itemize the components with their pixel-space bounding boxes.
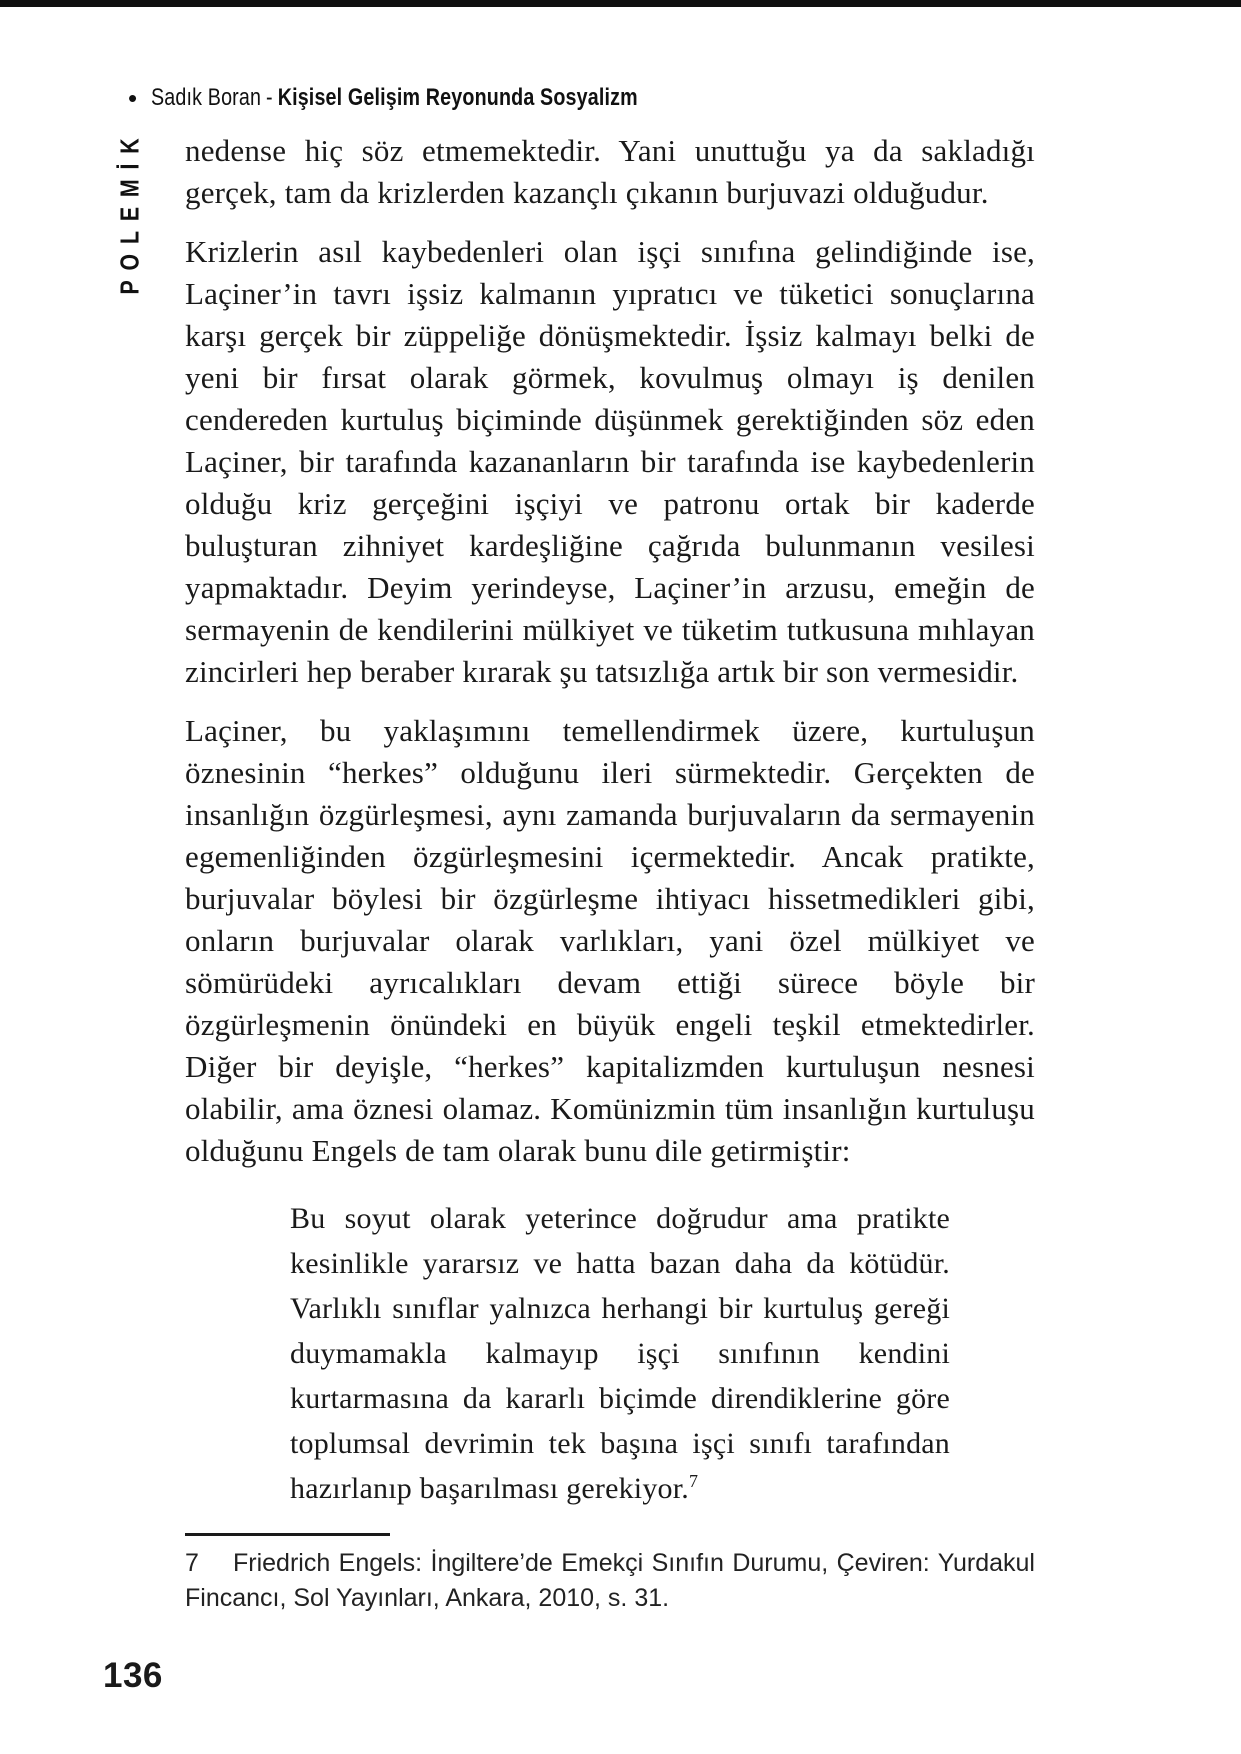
footnote-number: 7 bbox=[185, 1549, 199, 1577]
header-separator: - bbox=[266, 84, 273, 111]
page-number: 136 bbox=[103, 1656, 163, 1695]
text-column bbox=[185, 130, 1035, 1616]
block-quote bbox=[290, 1196, 950, 1511]
quote-text: Bu soyut olarak yeterince doğrudur ama pratikte kesinlikle yararsız ve hatta bazan daha da kötüdür. Varlıklı sınıflar yalnızca herhangi bir kurtuluş gereği duymamakla kalmayıp işçi sınıfının kendini kurtarmasına da kararlı biçimde direndiklerine göre toplumsal devrimin tek başına işçi sınıfı tarafından hazırlanıp başarılması gerekiyor. bbox=[290, 1202, 950, 1505]
paragraph: Krizlerin asıl kaybedenleri olan işçi sınıfına gelindiğinde ise, Laçiner’in tavrı işsiz kalmanın yıpratıcı ve tüketici sonuçlarına karşı gerçek bir züppeliğe dönüşmektedir. İşsiz kalmayı belki de yeni bir fırsat olarak görmek, kovulmuş olmayı iş denilen cendereden kurtuluş biçiminde düşünmek gerektiğinden söz eden Laçiner, bir tarafında kazananların bir tarafında ise kaybedenlerin olduğu kriz gerçeğini işçiyi ve patronu ortak bir kaderde buluşturan zihniyet kardeşliğine çağrıda bulunmanın vesilesi yapmaktadır. Deyim yerindeyse, Laçiner’in arzusu, emeğin de sermayenin de kendilerini mülkiyet ve tüketim tutkusuna mıhlayan zincirleri hep beraber kırarak şu tatsızlığa artık bir son vermesidir. bbox=[185, 234, 1035, 689]
header-book-title: Kişisel Gelişim Reyonunda Sosyalizm bbox=[277, 84, 638, 111]
paragraph-continuation: nedense hiç söz etmemektedir. Yani unuttuğu ya da sakladığı gerçek, tam da krizlerden kazançlı çıkanın burjuvazi olduğudur. bbox=[185, 133, 1035, 210]
section-label-vertical bbox=[110, 108, 150, 314]
running-header bbox=[128, 84, 745, 112]
scan-edge-artifact bbox=[0, 0, 1241, 7]
section-label-text: POLEMİK bbox=[114, 127, 145, 295]
footnote-reference: 7 bbox=[688, 1471, 699, 1491]
paragraph: Laçiner, bu yaklaşımını temellendirmek üzere, kurtuluşun öznesinin “herkes” olduğunu ileri sürmektedir. Gerçekten de insanlığın özgürleşmesi, aynı zamanda burjuvaların da sermayenin egemenliğinden özgürleşmesini içermektedir. Ancak pratikte, burjuvalar böylesi bir özgürleşme ihtiyacı hissetmedikleri gibi, onların burjuvalar olarak varlıkları, yani özel mülkiyet ve sömürüdeki ayrıcalıkları devam ettiği sürece böyle bir özgürleşmenin önündeki en büyük engeli teşkil etmektedirler. Diğer bir deyişle, “herkes” kapitalizmden kurtuluşun nesnesi olabilir, ama öznesi olamaz. Komünizmin tüm insanlığın kurtuluşu olduğunu Engels de tam olarak bunu dile getirmiştir: bbox=[185, 713, 1035, 1168]
header-text bbox=[151, 84, 638, 112]
header-bullet-icon: • bbox=[128, 83, 138, 113]
footnote bbox=[185, 1546, 1035, 1616]
footnote-divider bbox=[185, 1533, 390, 1536]
header-author: Sadık Boran bbox=[151, 84, 262, 111]
footnote-text: Friedrich Engels: İngiltere’de Emekçi Sınıfın Durumu, Çeviren: Yurdakul Fincancı, Sol Yayınları, Ankara, 2010, s. 31. bbox=[185, 1549, 1035, 1612]
